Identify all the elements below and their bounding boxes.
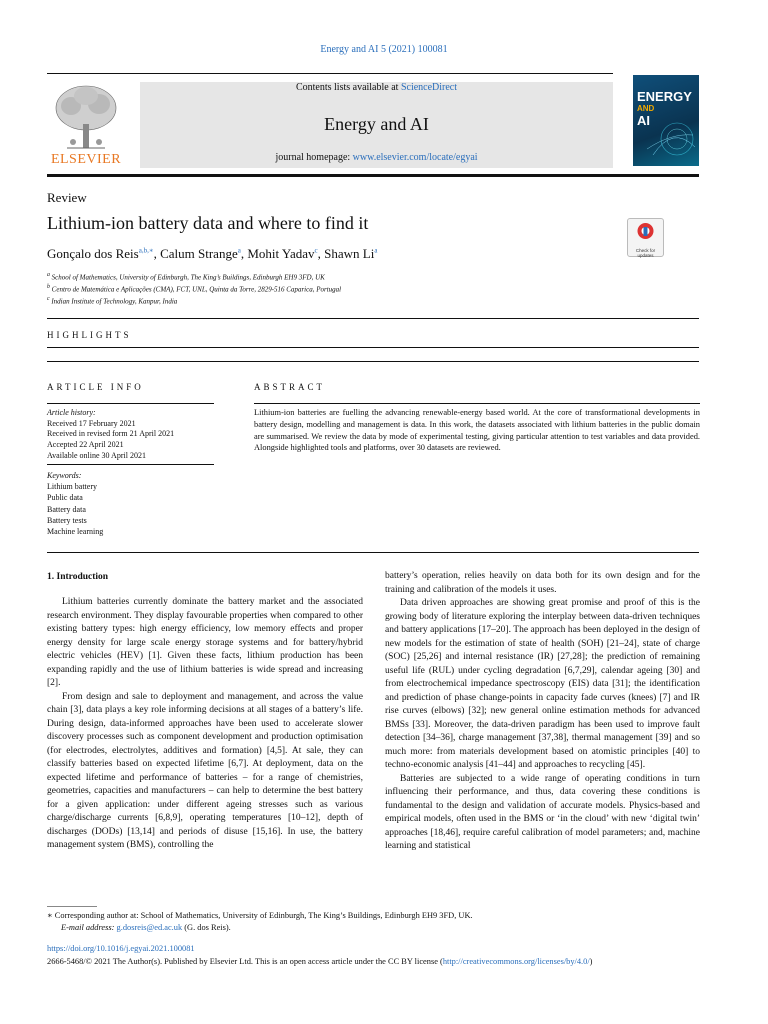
crossmark-label: Check for updates bbox=[635, 248, 656, 258]
author-list: Gonçalo dos Reis$^{a,b,∗}$, Calum Strange$^a$, Mohit Yadav$^c$, Shawn Li$^a$ bbox=[47, 246, 378, 261]
author-affil-sup[interactable]: a bbox=[374, 246, 378, 255]
keyword-item: Battery tests bbox=[47, 515, 87, 525]
body-column-right bbox=[385, 570, 700, 854]
history-item: Received 17 February 2021 bbox=[47, 418, 136, 428]
history-item: Received in revised form 21 April 2021 bbox=[47, 429, 175, 439]
cover-title-line2: AND bbox=[637, 104, 655, 113]
author-name[interactable]: Mohit Yadav bbox=[247, 246, 315, 261]
header-bottom-rule bbox=[47, 174, 699, 177]
body-paragraph: Data driven approaches are showing great promise and proof of this is the growing body of literature exploring the interplay between data-driven techniques and battery applications [17–20]. The approach has been deployed in the design of new models for the estimation of state of health (SOH) [21–24], state of charge (SOC) [25,26] and internal resistance (IR) [27,28]; the prediction of remaining useful life (RUL) under cycling degradation [6,7,29], calendar ageing [30] and from electrochemical impedance spectroscopy (EIS) data [31]; the identification and prediction of phase change-points in capacity fade curves (knees) [7] and IR rise curves (elbows) [32]; new general online estimation methods for advanced BMSs [33]. Moreover, the data-driven paradigm has been used to improve fault detection [34–36], charge management [37,38], thermal management [39] and so much more: from materials development based on atomistic principles [40] to techno-economic analysis [41–44] and approaches to recycling [45]. bbox=[385, 598, 700, 770]
affiliation bbox=[47, 296, 177, 305]
contents-prefix: Contents lists available at bbox=[295, 82, 401, 93]
cover-title-line3: AI bbox=[637, 113, 650, 128]
divider bbox=[47, 318, 699, 319]
elsevier-wordmark: ELSEVIER bbox=[50, 152, 122, 167]
author-affil-sup[interactable]: a,b,∗ bbox=[138, 246, 154, 255]
divider bbox=[47, 403, 214, 404]
body-paragraph: From design and sale to deployment and management, and across the value chain [3], data plays a key role informing decisions at all stages of a battery’s life. During design, data-informed approaches have been used to accelerate slower discovery processes such as component development and production optimisation (for electrodes, electrolytes, additives and formation) [4,5]. At sale, they can classify batteries based on expected lifetime [6,7]. At deployment, data on the expected lifetime and performance of batteries – for a range of chemistries, geometries, capacities and manufacturers – can help to determine the best battery for a given application: under different ageing stresses such as various charge/discharge currents [6,8,9], operating temperatures [10–12], depth of discharges (DODs) [13,14] and periods of disuse [15,16]. In use, the battery management system (BMS), controlling the bbox=[47, 691, 363, 850]
body-column-left bbox=[47, 596, 363, 853]
divider bbox=[47, 347, 699, 348]
affil-sup: c bbox=[47, 296, 50, 302]
divider bbox=[47, 361, 699, 362]
keyword-item: Battery data bbox=[47, 504, 86, 514]
article-history bbox=[47, 408, 217, 462]
cover-title-line1: ENERGY bbox=[637, 89, 692, 104]
header-top-rule bbox=[47, 73, 613, 74]
license-prefix: 2666-5468/© 2021 The Author(s). Published by Elsevier Ltd. This is an open access article under the CC BY license ( bbox=[47, 957, 443, 966]
affil-text: School of Mathematics, University of Edinburgh, The King’s Buildings, Edinburgh EH9 3FD, UK bbox=[51, 273, 325, 282]
keywords bbox=[47, 470, 217, 537]
keyword-item: Public data bbox=[47, 493, 83, 503]
corresponding-text: Corresponding author at: School of Mathematics, University of Edinburgh, The King’s Buildings, Edinburgh EH9 3FD, UK. bbox=[54, 911, 473, 920]
author-affil-sup[interactable]: a bbox=[237, 246, 241, 255]
email-suffix: (G. dos Reis). bbox=[184, 923, 231, 932]
footnote-mark: ∗ bbox=[47, 911, 53, 920]
running-citation[interactable]: Energy and AI 5 (2021) 100081 bbox=[320, 44, 448, 55]
body-paragraph: Lithium batteries currently dominate the battery market and the associated research environment. They display favourable properties when compared to other existing battery types: high energy efficiency, low memory effects and proper energy density for large scale energy storage systems and for battery/hybrid electric vehicles (HEV) [1]. Given these facts, lithium production has been expanding rapidly and the use of lithium batteries is wide spread and increasing [2]. bbox=[47, 597, 363, 688]
divider bbox=[254, 403, 700, 404]
article-info-heading: ARTICLE INFO bbox=[47, 382, 144, 392]
article-title: Lithium-ion battery data and where to find it bbox=[47, 213, 369, 233]
journal-cover-image[interactable] bbox=[633, 75, 699, 166]
author-affil-sup[interactable]: c bbox=[314, 246, 318, 255]
history-item: Accepted 22 April 2021 bbox=[47, 440, 124, 450]
keyword-item: Machine learning bbox=[47, 527, 104, 537]
history-item: Available online 30 April 2021 bbox=[47, 450, 146, 460]
divider bbox=[47, 464, 214, 465]
highlights-heading: HIGHLIGHTS bbox=[47, 330, 132, 340]
affil-text: Indian Institute of Technology, Kanpur, India bbox=[51, 297, 178, 306]
keyword-item: Lithium battery bbox=[47, 482, 97, 492]
license-line bbox=[47, 957, 707, 966]
affil-sup: b bbox=[47, 284, 50, 290]
contents-line bbox=[140, 82, 613, 93]
body-paragraph: Batteries are subjected to a wide range of operating conditions in turn influencing their performance, and thus, data covering these conditions is fundamental to the design and validation of accurate models. Physics-based and empirical models, often used in the BMS or ‘in the cloud’ with new ‘digital twin’ approaches [18,46], require careful calibration of model parameters; and, machine learning and statistical bbox=[385, 773, 700, 851]
crossmark-icon bbox=[628, 219, 663, 243]
affiliation bbox=[47, 284, 341, 293]
history-label: Article history: bbox=[47, 408, 96, 417]
article-type: Review bbox=[47, 190, 87, 205]
journal-title: Energy and AI bbox=[324, 114, 429, 134]
check-for-updates-button[interactable] bbox=[627, 218, 664, 257]
sciencedirect-link[interactable]: ScienceDirect bbox=[400, 82, 458, 93]
keywords-label: Keywords: bbox=[47, 471, 82, 480]
doi-link[interactable]: https://doi.org/10.1016/j.egyai.2021.100081 bbox=[47, 944, 195, 953]
email-label: E-mail address: bbox=[61, 923, 115, 932]
affiliation bbox=[47, 272, 325, 281]
author-name[interactable]: Gonçalo dos Reis bbox=[47, 246, 139, 261]
author-name[interactable]: Calum Strange bbox=[160, 246, 238, 261]
license-link[interactable]: http://creativecommons.org/licenses/by/4.0/ bbox=[442, 957, 590, 966]
body-paragraph: battery’s operation, relies heavily on data both for its own design and for the training and calibration of the models it uses. bbox=[385, 571, 700, 595]
section-heading: 1. Introduction bbox=[47, 572, 109, 582]
affil-text: Centro de Matemática e Aplicações (CMA), FCT, UNL, Quinta da Torre, 2829-516 Caparica, Portugal bbox=[51, 285, 342, 294]
homepage-prefix: journal homepage: bbox=[275, 152, 353, 163]
footnote-rule bbox=[47, 906, 97, 907]
email-link[interactable]: g.dosreis@ed.ac.uk bbox=[116, 923, 183, 932]
license-suffix: ) bbox=[589, 957, 593, 966]
abstract-heading: ABSTRACT bbox=[254, 382, 326, 392]
affil-sup: a bbox=[47, 272, 50, 278]
author-name[interactable]: Shawn Li bbox=[324, 246, 375, 261]
cover-art bbox=[633, 75, 699, 166]
divider bbox=[47, 552, 699, 553]
journal-homepage-line bbox=[140, 152, 613, 163]
homepage-link[interactable]: www.elsevier.com/locate/egyai bbox=[352, 152, 478, 163]
abstract-text: Lithium-ion batteries are fuelling the advancing renewable-energy based world. At the core of transformational developments in battery design, modelling and management is data. In this work, the datasets associated with lithium batteries in the public domain are summarised. We review the data by mode of experimental testing, giving particular attention to test variables and data provided. Alongside highlighted tools and platforms, over 30 datasets are reviewed. bbox=[254, 408, 700, 453]
corresponding-author-note bbox=[47, 910, 707, 934]
